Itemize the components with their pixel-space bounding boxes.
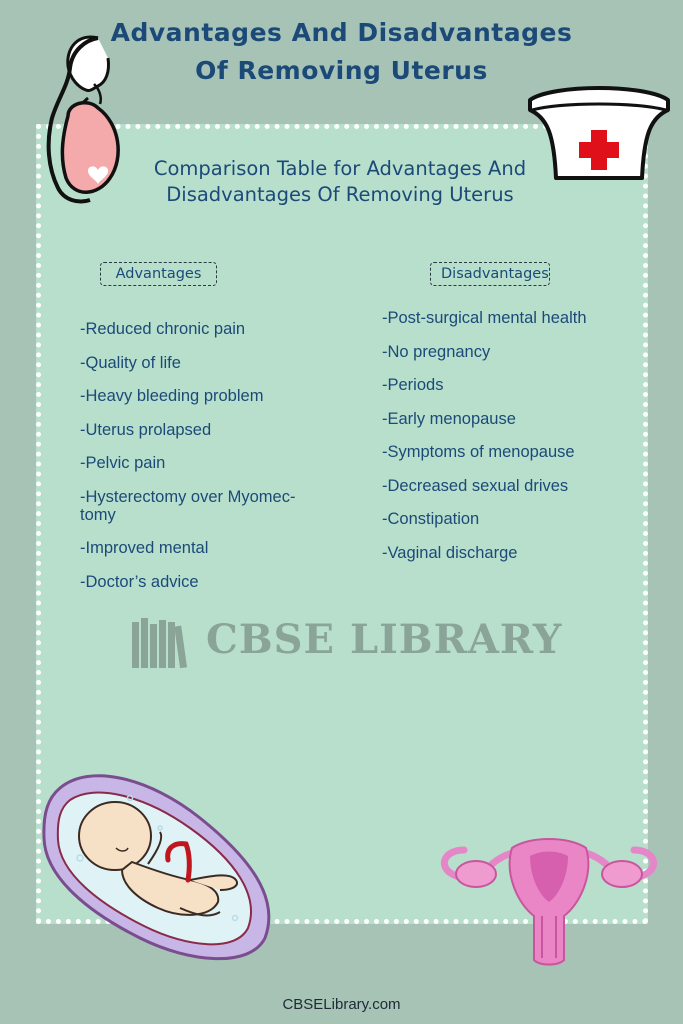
baby-womb-icon <box>40 768 280 964</box>
title-line-1: Advantages And Disadvantages <box>110 18 573 47</box>
list-item: -Uterus prolapsed <box>80 420 212 439</box>
library-books-icon <box>130 616 190 668</box>
list-item: -Post-surgical mental health <box>382 309 587 327</box>
footer-site-name: CBSELibrary.com <box>282 996 401 1013</box>
list-item: -Pelvic pain <box>80 454 166 472</box>
watermark <box>130 614 570 670</box>
list-item: -Quality of life <box>80 353 181 372</box>
disadvantages-heading: Disadvantages <box>430 262 550 286</box>
title-line-2: Of Removing Uterus <box>195 56 488 85</box>
list-item: -Early menopause <box>382 409 516 428</box>
list-item: -Vaginal discharge <box>382 543 518 562</box>
list-item: -Periods <box>382 376 444 394</box>
panel-subtitle <box>130 156 550 208</box>
subtitle-line-2: Disadvantages Of Removing Uterus <box>166 183 514 206</box>
list-item: -Hysterectomy over Myomec- <box>80 487 296 506</box>
list-item-continued: tomy <box>80 505 116 524</box>
list-item: -Symptoms of menopause <box>382 443 575 461</box>
uterus-icon <box>434 820 664 970</box>
watermark-text: CBSE LIBRARY <box>206 616 563 663</box>
list-item: -Decreased sexual drives <box>382 476 569 495</box>
subtitle-line-1: Comparison Table for Advantages And <box>153 157 527 180</box>
list-item: -No pregnancy <box>382 342 491 361</box>
pregnant-woman-icon <box>28 28 128 208</box>
list-item: -Reduced chronic pain <box>80 320 246 338</box>
list-item: -Doctor’s advice <box>80 572 199 591</box>
advantages-heading: Advantages <box>100 262 217 286</box>
list-item: -Heavy bleeding problem <box>80 387 264 405</box>
list-item: -Improved mental <box>80 539 209 557</box>
advantages-list <box>80 320 360 591</box>
disadvantages-list <box>382 309 652 562</box>
list-item: -Constipation <box>382 510 480 528</box>
